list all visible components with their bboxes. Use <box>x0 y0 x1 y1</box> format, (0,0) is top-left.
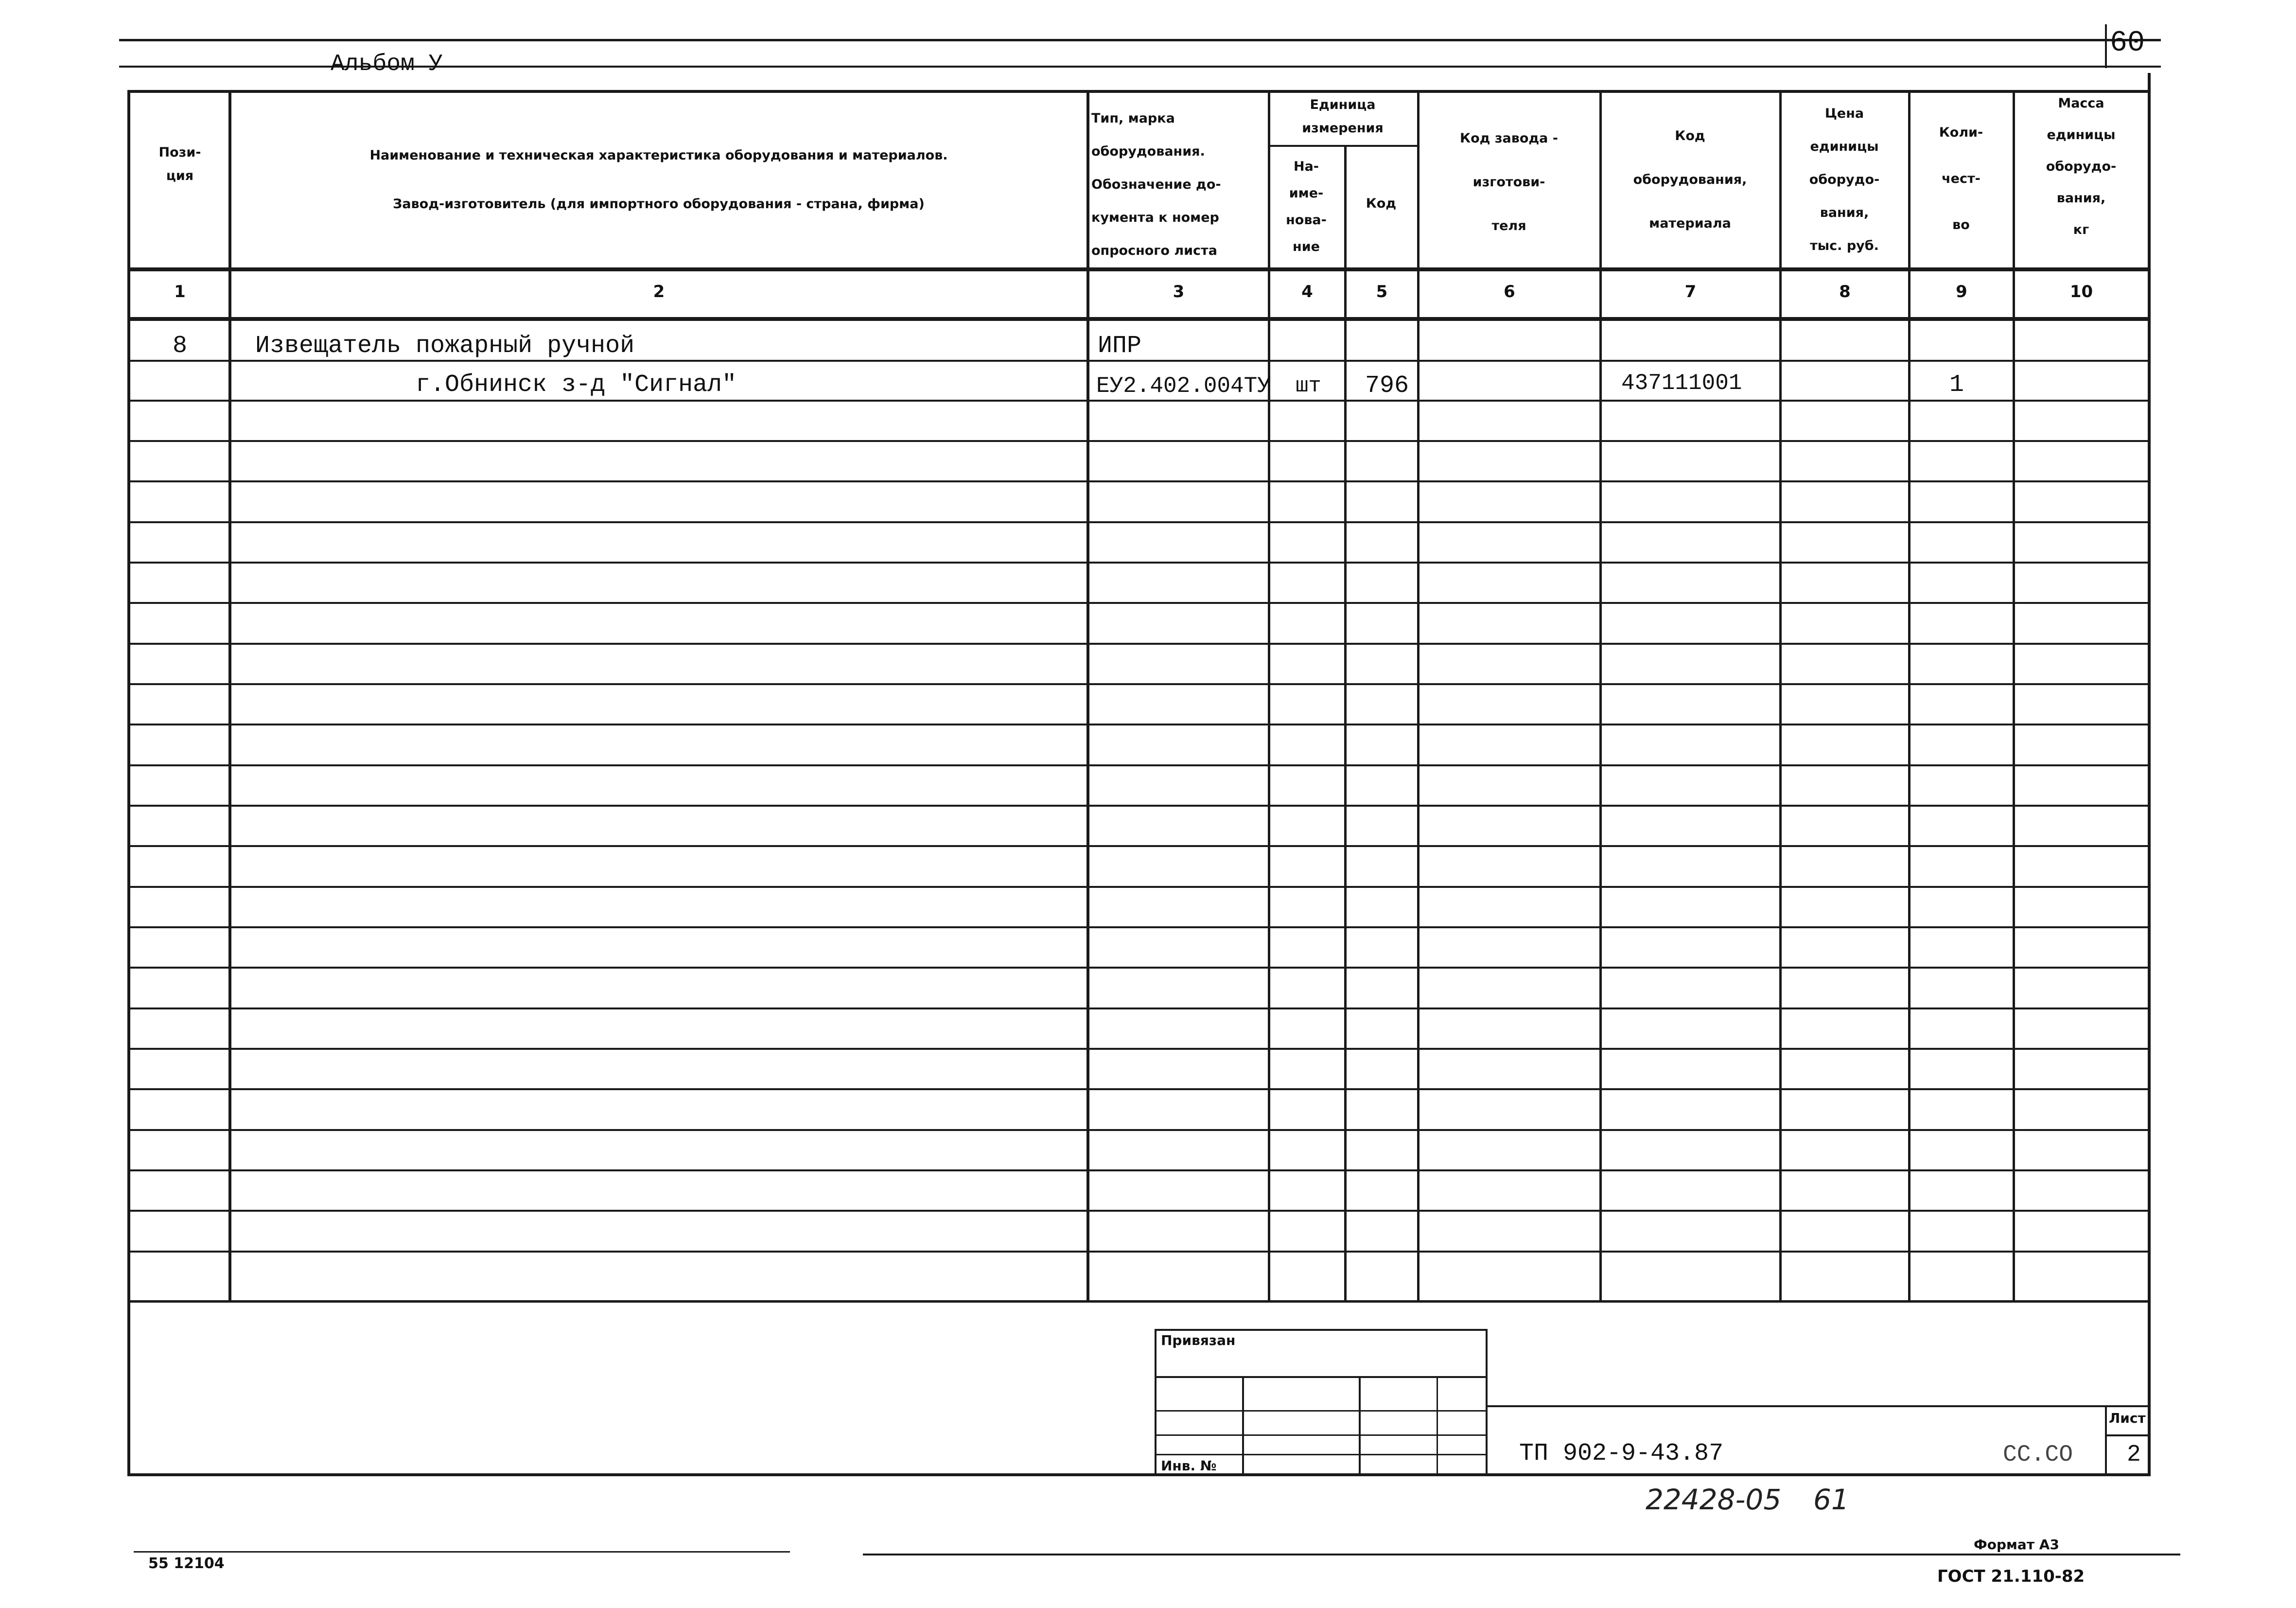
col-divider-2 <box>1087 90 1089 1301</box>
header-col6: Код завода - изготови- теля <box>1460 131 1558 233</box>
colnum-8: 8 <box>1839 282 1851 301</box>
row-rule <box>127 643 2150 645</box>
stamp-sheet-line <box>2105 1434 2150 1436</box>
row-rule <box>127 1129 2150 1131</box>
stamp-bound-label: Привязан <box>1161 1332 1236 1348</box>
header-col3: Тип, марка оборудования. Обозначение до- кумента к номер опросного листа <box>1091 111 1221 258</box>
colnum-5: 5 <box>1376 282 1388 301</box>
row-rule <box>127 521 2150 523</box>
footer-line-right <box>863 1554 2180 1555</box>
footer-line-left <box>134 1551 790 1553</box>
stamp-doc-code: ТП 902-9-43.87 <box>1519 1440 1724 1467</box>
colnum-2: 2 <box>653 282 665 301</box>
row-rule <box>127 440 2150 442</box>
sheet-corner-number: 60 <box>2110 27 2145 60</box>
row-rule <box>127 1088 2150 1090</box>
table-top-border <box>127 90 2150 93</box>
unit-group-split <box>1269 145 1417 147</box>
header-col10: Масса единицы оборудо- вания, кг <box>2046 96 2117 237</box>
stamp-vline-2 <box>1359 1376 1361 1473</box>
header-col9: Коли- чест- во <box>1939 125 1983 232</box>
row-rule <box>127 683 2150 685</box>
col-divider-6 <box>1599 90 1602 1301</box>
header-col7: Код оборудования, материала <box>1633 128 1747 231</box>
col-divider-5 <box>1417 90 1420 1301</box>
col-divider-3 <box>1268 90 1270 1301</box>
header-bottom-line <box>127 267 2150 271</box>
col-divider-4 <box>1344 145 1347 1301</box>
album-title: Альбом У <box>331 51 443 77</box>
footer-format: Формат А3 <box>1974 1537 2059 1553</box>
colnum-1: 1 <box>174 282 186 301</box>
row-rule <box>127 1048 2150 1050</box>
row-rule <box>127 886 2150 888</box>
colnum-7: 7 <box>1684 282 1697 301</box>
footer-left-code: 55 12104 <box>148 1555 225 1572</box>
row1-position: 8 <box>173 332 188 360</box>
row-rule <box>127 926 2150 928</box>
stamp-sheet-divider <box>2105 1406 2107 1474</box>
row2-equipment-code: 437111001 <box>1621 371 1742 396</box>
row-rule <box>127 1169 2150 1171</box>
col-divider-7 <box>1779 90 1782 1301</box>
stamp-inv-label: Инв. № <box>1161 1458 1217 1474</box>
colnum-bottom-line <box>127 317 2150 321</box>
col-divider-8 <box>1908 90 1910 1301</box>
footer-gost: ГОСТ 21.110-82 <box>1937 1567 2085 1586</box>
row-rule <box>127 480 2150 482</box>
handwritten-inventory-number: 22428-05 <box>1646 1483 1782 1516</box>
col-divider-9 <box>2013 90 2015 1301</box>
row-rule <box>127 562 2150 564</box>
row-rule <box>127 1007 2150 1009</box>
row-rule <box>127 805 2150 807</box>
row-rule <box>127 602 2150 604</box>
row1-type: ИПР <box>1098 332 1142 360</box>
row-rule <box>127 764 2150 766</box>
rows-end-line <box>127 1300 2150 1303</box>
header-col2: Наименование и техническая характеристика оборудования и материалов. Завод-изготовитель (для импортного оборудования - страна, фирма) <box>369 148 948 212</box>
header-unit-group: Единица измерения <box>1302 97 1384 136</box>
row-rule <box>127 1251 2150 1253</box>
colnum-9: 9 <box>1956 282 1967 301</box>
colnum-6: 6 <box>1504 282 1515 301</box>
stamp-sheet-number: 2 <box>2127 1442 2141 1468</box>
table-left-border <box>127 90 130 1476</box>
stamp-sheet-label: Лист <box>2109 1410 2146 1426</box>
row-rule <box>127 1210 2150 1212</box>
stamp-title-line <box>1488 1405 2150 1407</box>
row2-name: г.Обнинск з-д "Сигнал" <box>416 371 737 399</box>
stamp-section: СС.СО <box>2003 1442 2073 1468</box>
table-bottom-border <box>127 1473 2151 1476</box>
row2-unit-code: 796 <box>1365 372 1409 400</box>
row1-name: Извещатель пожарный ручной <box>255 332 635 360</box>
colnum-3: 3 <box>1173 282 1185 301</box>
row-rule <box>127 967 2150 969</box>
row-rule <box>127 724 2150 725</box>
header-col4: На- име- нова- ние <box>1286 159 1327 254</box>
stamp-vline-3 <box>1437 1376 1438 1473</box>
table-right-border <box>2148 73 2151 1476</box>
colnum-10: 10 <box>2069 282 2093 301</box>
stamp-vline-1 <box>1242 1376 1244 1473</box>
header-col1: Пози- ция <box>158 145 201 183</box>
col-divider-1 <box>228 90 231 1301</box>
corner-box-left <box>2105 24 2107 68</box>
row2-quantity: 1 <box>1949 371 1964 399</box>
top-border-line <box>119 39 2161 41</box>
row-rule <box>127 845 2150 847</box>
row2-unit-name: шт <box>1296 374 1321 398</box>
row2-type: ЕУ2.402.004ТУ <box>1096 373 1271 399</box>
header-col5: Код <box>1366 196 1397 211</box>
header-col8: Цена единицы оборудо- вания, тыс. руб. <box>1809 106 1880 253</box>
colnum-4: 4 <box>1301 282 1313 301</box>
handwritten-page-number: 61 <box>1813 1483 1849 1516</box>
